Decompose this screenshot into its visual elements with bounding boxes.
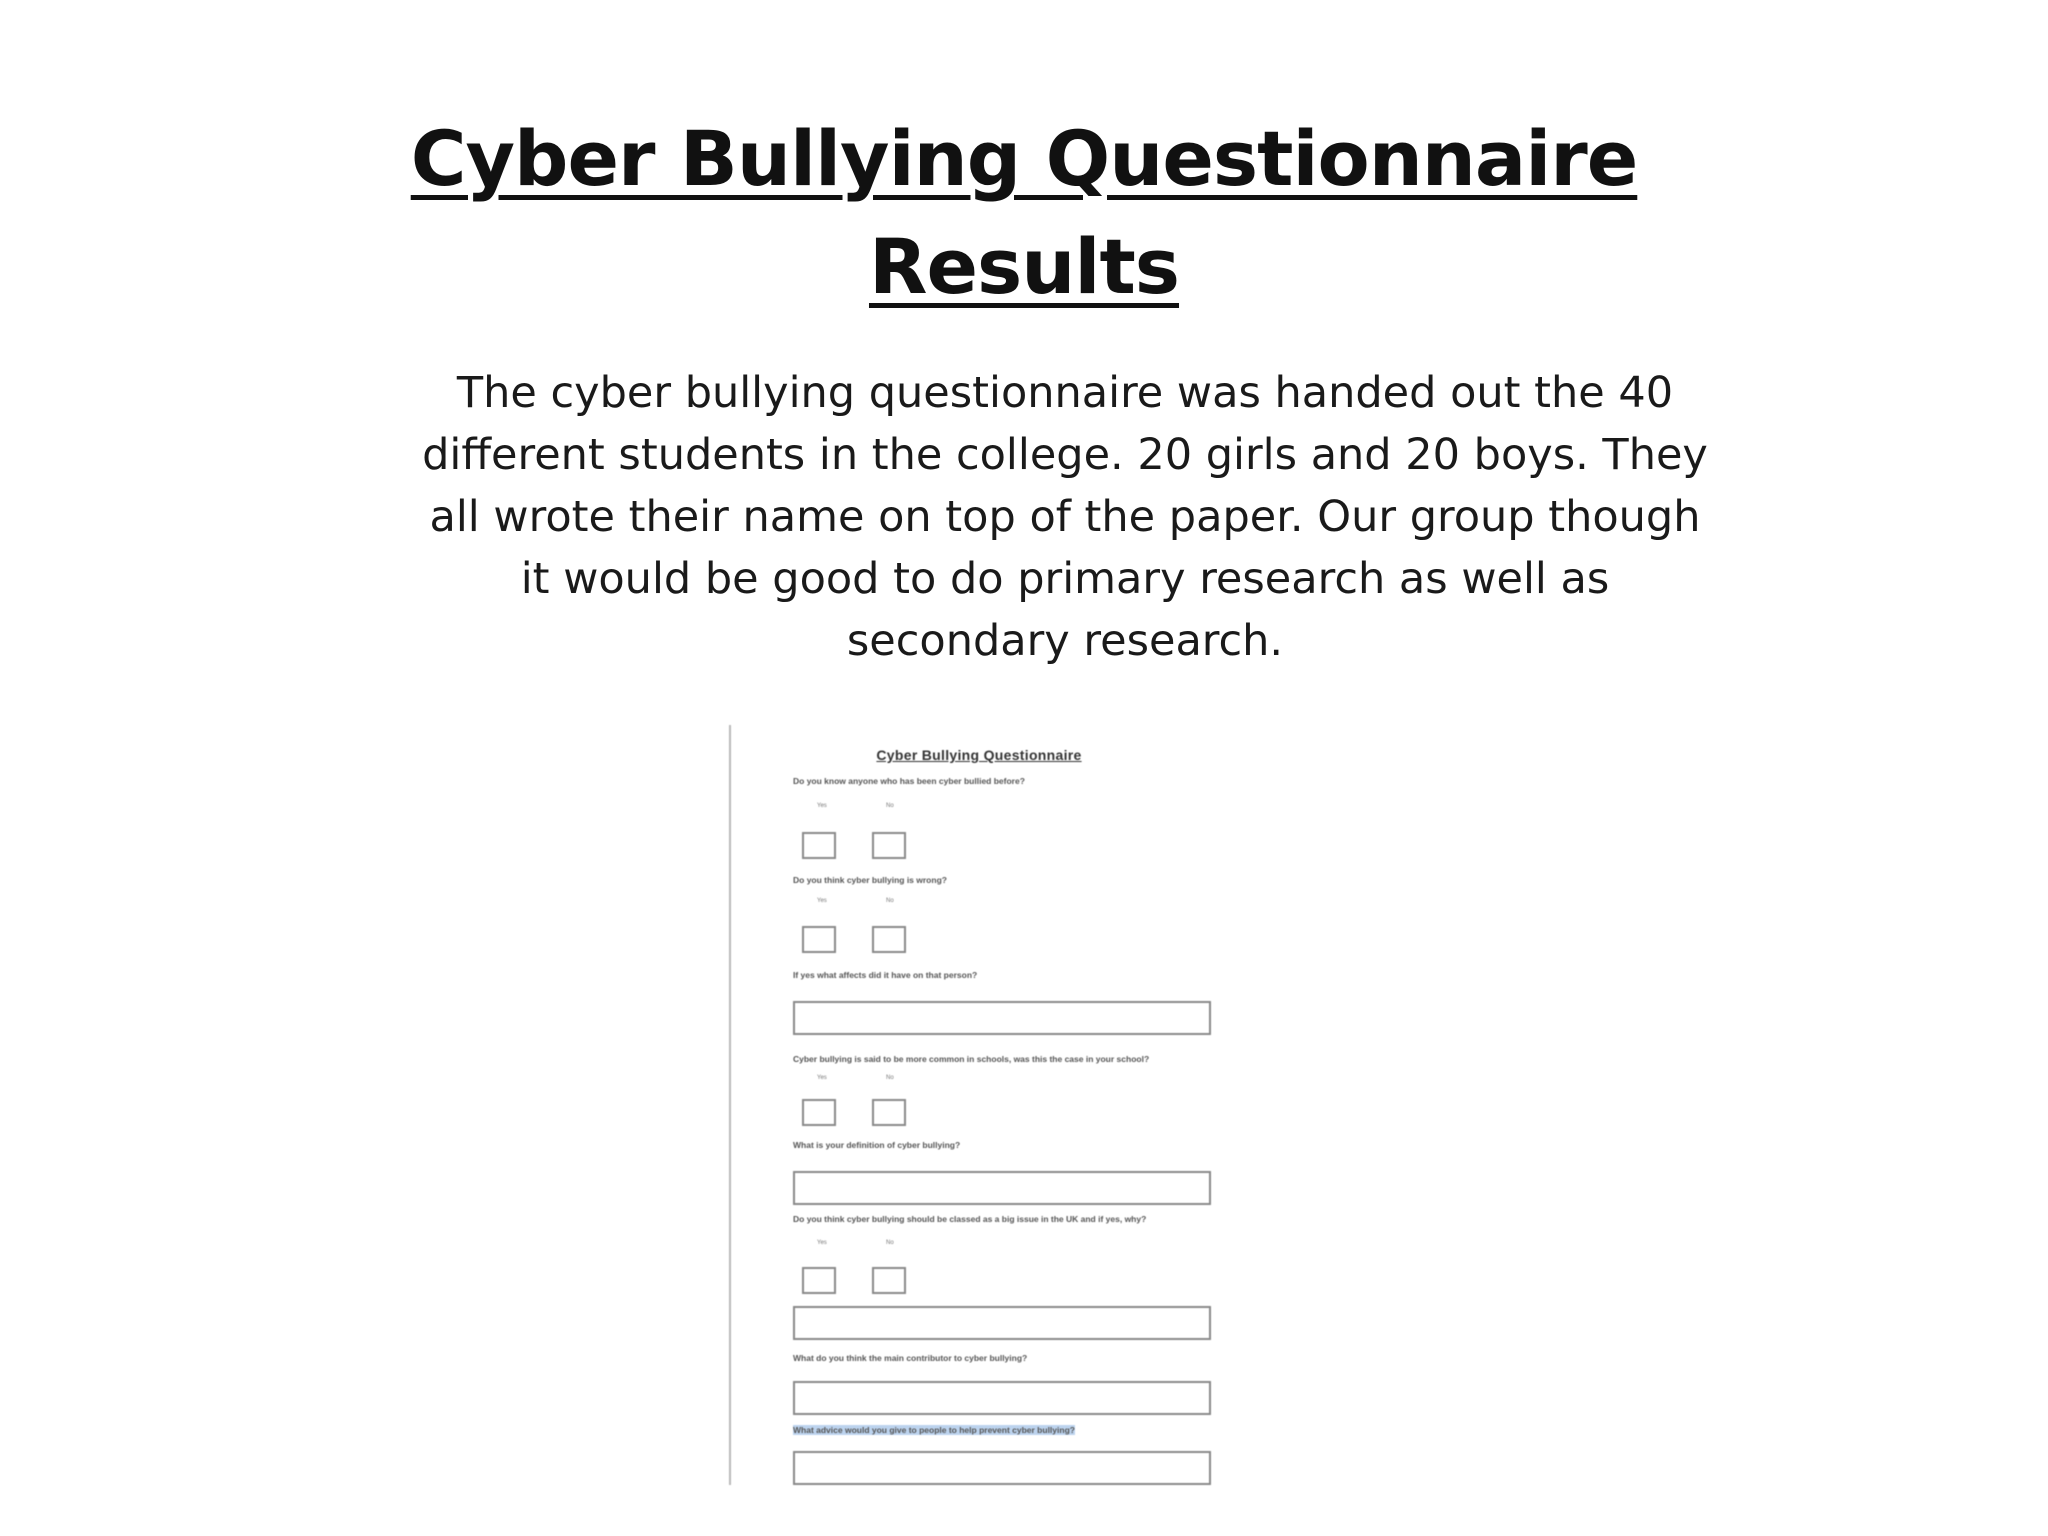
question-2: Do you think cyber bullying is wrong? [793, 875, 947, 885]
question-7: What do you think the main contributor to cyber bullying? [793, 1353, 1028, 1363]
option-yes-label: Yes [817, 1240, 827, 1246]
answer-textbox[interactable] [793, 1171, 1211, 1205]
slide-body-text: The cyber bullying questionnaire was handed out the 40 different students in the college. 20 girls and 20 boys. They all wrote their name on top of the paper. Our group though it would be good to do primary research as well as secondary research. [422, 368, 1708, 666]
option-no-label: No [886, 1075, 894, 1081]
option-no-label: No [886, 803, 894, 809]
option-no-label: No [886, 898, 894, 904]
checkbox-yes[interactable] [802, 926, 836, 953]
question-3: If yes what affects did it have on that person? [793, 970, 978, 980]
question-4: Cyber bullying is said to be more common in schools, was this the case in your school? [793, 1054, 1150, 1064]
questionnaire-title: Cyber Bullying Questionnaire [876, 747, 1082, 763]
slide-title-line-1: Cyber Bullying Questionnaire [410, 114, 1638, 203]
question-6: Do you think cyber bullying should be classed as a big issue in the UK and if yes, why? [793, 1214, 1147, 1224]
checkbox-yes[interactable] [802, 1099, 836, 1126]
option-yes-label: Yes [817, 898, 827, 904]
checkbox-yes[interactable] [802, 1267, 836, 1294]
answer-textbox[interactable] [793, 1381, 1211, 1415]
slide-title-line-2: Results [868, 222, 1180, 311]
checkbox-yes[interactable] [802, 832, 836, 859]
checkbox-no[interactable] [872, 1267, 906, 1294]
slide-title [0, 105, 2048, 321]
checkbox-no[interactable] [872, 832, 906, 859]
checkbox-no[interactable] [872, 926, 906, 953]
option-no-label: No [886, 1240, 894, 1246]
questionnaire-image [729, 725, 1229, 1485]
page-edge [729, 725, 731, 1485]
question-1: Do you know anyone who has been cyber bullied before? [793, 776, 1025, 786]
question-8: What advice would you give to people to help prevent cyber bullying? [793, 1425, 1075, 1435]
option-yes-label: Yes [817, 1075, 827, 1081]
option-yes-label: Yes [817, 803, 827, 809]
answer-textbox[interactable] [793, 1451, 1211, 1485]
answer-textbox[interactable] [793, 1306, 1211, 1340]
question-5: What is your definition of cyber bullying? [793, 1140, 961, 1150]
checkbox-no[interactable] [872, 1099, 906, 1126]
answer-textbox[interactable] [793, 1001, 1211, 1035]
